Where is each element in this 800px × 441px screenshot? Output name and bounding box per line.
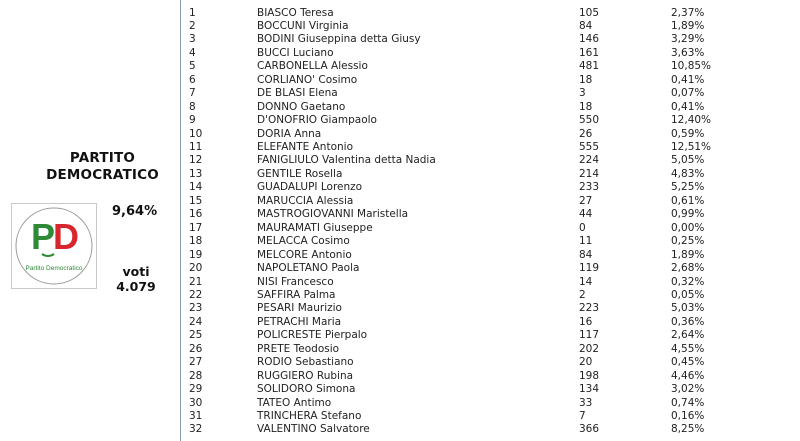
candidate-votes: 18 xyxy=(579,73,593,86)
candidate-number: 28 xyxy=(189,369,203,382)
candidate-percentage: 0,05% xyxy=(671,288,705,301)
candidate-votes: 146 xyxy=(579,33,600,46)
table-row xyxy=(181,168,800,182)
candidate-votes: 14 xyxy=(579,275,593,288)
table-row xyxy=(181,329,800,343)
candidate-number: 21 xyxy=(189,275,203,288)
candidate-number: 18 xyxy=(189,235,203,248)
table-row xyxy=(181,141,800,155)
candidate-percentage: 0,61% xyxy=(671,194,705,207)
candidate-number: 7 xyxy=(189,87,196,100)
candidate-votes: 3 xyxy=(579,87,586,100)
candidate-votes: 105 xyxy=(579,6,600,19)
candidate-percentage: 4,55% xyxy=(671,342,705,355)
candidate-percentage: 3,02% xyxy=(671,383,705,396)
candidate-percentage: 0,41% xyxy=(671,100,705,113)
party-name xyxy=(0,150,205,184)
candidate-name: ELEFANTE Antonio xyxy=(257,141,353,153)
party-name-line2: DEMOCRATICO xyxy=(46,167,159,183)
candidate-name: DONNO Gaetano xyxy=(257,100,346,113)
candidate-number: 4 xyxy=(189,46,196,59)
table-row xyxy=(181,370,800,384)
candidate-name: BUCCI Luciano xyxy=(257,46,334,59)
candidate-votes: 27 xyxy=(579,194,593,207)
candidate-percentage: 0,36% xyxy=(671,315,705,328)
candidate-votes: 366 xyxy=(579,423,600,436)
votes-label: voti xyxy=(122,264,150,279)
candidate-percentage: 5,03% xyxy=(671,302,705,315)
candidate-name: VALENTINO Salvatore xyxy=(257,423,370,436)
candidate-percentage: 12,51% xyxy=(671,141,712,153)
logo-letter-d: D xyxy=(53,216,78,257)
candidate-percentage: 4,83% xyxy=(671,167,705,180)
table-row xyxy=(181,383,800,397)
candidate-name: NAPOLETANO Paola xyxy=(257,262,360,275)
candidate-votes: 550 xyxy=(579,114,600,127)
table-row xyxy=(181,101,800,115)
candidate-votes: 481 xyxy=(579,60,600,73)
party-percentage: 9,64% xyxy=(112,204,158,219)
candidate-votes: 214 xyxy=(579,167,600,180)
candidate-percentage: 10,85% xyxy=(671,60,712,73)
candidate-name: MARUCCIA Alessia xyxy=(257,194,354,207)
candidate-percentage: 2,68% xyxy=(671,262,705,275)
candidate-name: RODIO Sebastiano xyxy=(257,356,354,369)
candidate-number: 25 xyxy=(189,329,203,342)
candidate-number: 8 xyxy=(189,100,196,113)
candidate-votes: 20 xyxy=(579,356,593,369)
table-row xyxy=(181,222,800,236)
candidate-votes: 84 xyxy=(579,19,593,32)
table-row xyxy=(181,397,800,411)
candidate-name: POLICRESTE Pierpalo xyxy=(257,329,368,342)
candidate-number: 22 xyxy=(189,288,203,301)
candidate-percentage: 3,63% xyxy=(671,46,705,59)
table-row xyxy=(181,47,800,61)
candidate-votes: 33 xyxy=(579,396,593,409)
table-row xyxy=(181,33,800,47)
candidate-votes: 119 xyxy=(579,262,600,275)
candidate-votes: 555 xyxy=(579,141,600,153)
candidate-votes: 134 xyxy=(579,383,600,396)
candidate-number: 24 xyxy=(189,315,203,328)
candidate-name: MASTROGIOVANNI Maristella xyxy=(257,208,409,221)
candidate-name: PESARI Maurizio xyxy=(257,302,342,315)
candidate-percentage: 0,07% xyxy=(671,87,705,100)
candidate-percentage: 5,25% xyxy=(671,181,705,194)
party-logo xyxy=(11,203,97,289)
candidate-votes: 18 xyxy=(579,100,593,113)
candidate-name: BIASCO Teresa xyxy=(257,6,334,19)
candidate-name: GENTILE Rosella xyxy=(257,167,343,180)
candidate-name: TATEO Antimo xyxy=(257,396,332,409)
candidate-name: BOCCUNI Virginia xyxy=(257,19,349,32)
candidate-name: MELCORE Antonio xyxy=(257,248,352,261)
candidate-name: CORLIANO' Cosimo xyxy=(257,73,358,86)
candidates-table xyxy=(180,0,800,441)
table-row xyxy=(181,195,800,209)
candidate-percentage: 1,89% xyxy=(671,248,705,261)
candidate-percentage: 0,32% xyxy=(671,275,705,288)
candidate-name: DORIA Anna xyxy=(257,127,322,140)
candidate-percentage: 0,99% xyxy=(671,208,705,221)
table-row xyxy=(181,410,800,424)
candidate-name: SOLIDORO Simona xyxy=(257,383,356,396)
logo-caption: Partito Democratico xyxy=(25,265,83,272)
table-row xyxy=(181,343,800,357)
candidate-name: FANIGLIULO Valentina detta Nadia xyxy=(257,154,436,167)
table-row xyxy=(181,181,800,195)
candidate-number: 12 xyxy=(189,154,203,167)
table-row xyxy=(181,60,800,74)
table-row xyxy=(181,235,800,249)
candidate-name: CARBONELLA Alessio xyxy=(257,60,368,73)
candidate-votes: 202 xyxy=(579,342,600,355)
candidate-number: 3 xyxy=(189,33,196,46)
table-row xyxy=(181,154,800,168)
candidate-votes: 26 xyxy=(579,127,593,140)
candidate-name: SAFFIRA Palma xyxy=(257,288,336,301)
candidate-votes: 16 xyxy=(579,315,593,328)
candidate-percentage: 1,89% xyxy=(671,19,705,32)
candidate-number: 15 xyxy=(189,194,203,207)
candidate-name: DE BLASI Elena xyxy=(257,87,338,100)
candidate-percentage: 0,25% xyxy=(671,235,705,248)
candidate-percentage: 0,00% xyxy=(671,221,705,234)
candidate-number: 29 xyxy=(189,383,203,396)
candidate-name: BODINI Giuseppina detta Giusy xyxy=(257,33,421,46)
candidate-percentage: 3,29% xyxy=(671,33,705,46)
candidate-percentage: 2,64% xyxy=(671,329,705,342)
candidate-votes: 84 xyxy=(579,248,593,261)
candidate-number: 23 xyxy=(189,302,203,315)
candidate-name: GUADALUPI Lorenzo xyxy=(257,181,363,194)
candidate-number: 14 xyxy=(189,181,203,194)
candidate-votes: 11 xyxy=(579,235,593,248)
candidate-votes: 198 xyxy=(579,369,600,382)
table-row xyxy=(181,289,800,303)
candidate-number: 2 xyxy=(189,19,196,32)
candidate-number: 11 xyxy=(189,141,203,153)
candidate-votes: 0 xyxy=(579,221,586,234)
candidate-number: 17 xyxy=(189,221,203,234)
table-row xyxy=(181,20,800,34)
candidate-percentage: 5,05% xyxy=(671,154,705,167)
logo-letter-p: P xyxy=(30,216,54,257)
candidate-number: 10 xyxy=(189,127,203,140)
candidate-number: 13 xyxy=(189,167,203,180)
candidate-name: PRETE Teodosio xyxy=(257,342,340,355)
candidate-percentage: 8,25% xyxy=(671,423,705,436)
table-row xyxy=(181,74,800,88)
candidate-votes: 117 xyxy=(579,329,600,342)
candidate-votes: 223 xyxy=(579,302,600,315)
candidate-number: 19 xyxy=(189,248,203,261)
candidate-number: 1 xyxy=(189,6,196,19)
candidate-number: 31 xyxy=(189,410,203,422)
candidate-name: TRINCHERA Stefano xyxy=(257,410,362,422)
table-row xyxy=(181,249,800,263)
table-row xyxy=(181,423,800,437)
candidate-percentage: 4,46% xyxy=(671,369,705,382)
pd-logo-icon xyxy=(12,204,96,288)
candidate-number: 6 xyxy=(189,73,196,86)
candidate-name: D'ONOFRIO Giampaolo xyxy=(257,114,377,127)
table-row xyxy=(181,316,800,330)
candidate-percentage: 2,37% xyxy=(671,6,705,19)
candidate-percentage: 12,40% xyxy=(671,114,712,127)
candidate-percentage: 0,45% xyxy=(671,356,705,369)
candidate-votes: 233 xyxy=(579,181,600,194)
table-row xyxy=(181,208,800,222)
candidate-percentage: 0,41% xyxy=(671,73,705,86)
candidate-votes: 161 xyxy=(579,46,600,59)
table-row xyxy=(181,276,800,290)
candidate-number: 26 xyxy=(189,342,203,355)
candidate-votes: 2 xyxy=(579,288,586,301)
candidate-percentage: 0,16% xyxy=(671,410,705,422)
candidate-votes: 7 xyxy=(579,410,586,422)
candidate-number: 9 xyxy=(189,114,196,127)
votes-value: 4.079 xyxy=(116,279,156,294)
table-row xyxy=(181,356,800,370)
candidate-number: 16 xyxy=(189,208,203,221)
table-row xyxy=(181,128,800,142)
table-row xyxy=(181,262,800,276)
party-panel xyxy=(0,0,180,441)
candidate-number: 27 xyxy=(189,356,203,369)
candidate-number: 30 xyxy=(189,396,203,409)
candidate-name: MELACCA Cosimo xyxy=(257,235,350,248)
table-row xyxy=(181,87,800,101)
candidate-votes: 224 xyxy=(579,154,600,167)
table-row xyxy=(181,7,800,21)
candidate-name: RUGGIERO Rubina xyxy=(257,369,354,382)
candidate-name: MAURAMATI Giuseppe xyxy=(257,221,373,234)
table-row xyxy=(181,302,800,316)
candidate-percentage: 0,59% xyxy=(671,127,705,140)
candidate-name: PETRACHI Maria xyxy=(257,315,342,328)
table-row xyxy=(181,114,800,128)
candidate-name: NISI Francesco xyxy=(257,275,334,288)
candidate-number: 20 xyxy=(189,262,203,275)
party-name-line1: PARTITO xyxy=(69,150,136,166)
candidate-percentage: 0,74% xyxy=(671,396,705,409)
candidate-number: 32 xyxy=(189,423,203,436)
svg-text:PD xyxy=(31,216,78,257)
candidate-votes: 44 xyxy=(579,208,593,221)
candidate-number: 5 xyxy=(189,60,196,73)
